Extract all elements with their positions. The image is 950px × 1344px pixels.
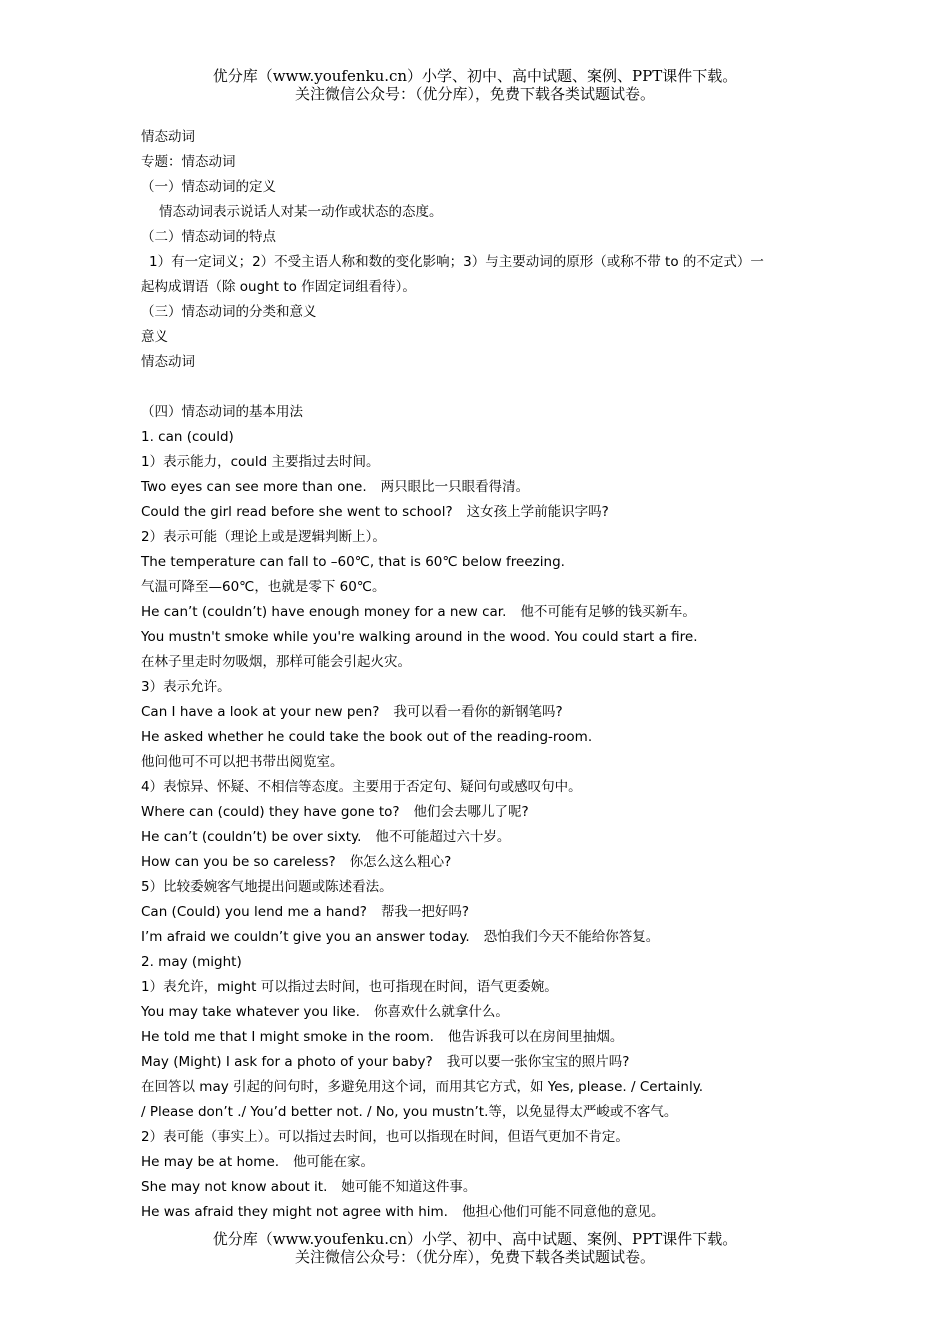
section-1-heading: （一）情态动词的定义 bbox=[141, 179, 276, 195]
example-en: How can you be so careless? bbox=[141, 854, 336, 870]
example-en: Two eyes can see more than one. bbox=[141, 479, 367, 495]
example-line bbox=[141, 925, 821, 950]
document-body bbox=[141, 125, 821, 1225]
example-en: Can I have a look at your new pen? bbox=[141, 704, 380, 720]
footer-line-2: 关注微信公众号：（优分库），免费下载各类试题试卷。 bbox=[294, 1248, 655, 1266]
example-zh: 这女孩上学前能识字吗? bbox=[466, 504, 609, 520]
example-line bbox=[141, 1175, 821, 1200]
example-en: He may be at home. bbox=[141, 1154, 280, 1170]
example-zh: 你喜欢什么就拿什么。 bbox=[373, 1004, 509, 1020]
section-2-text-1: 1）有一定词义；2）不受主语人称和数的变化影响；3）与主要动词的原形（或称不带 to 的不定式）一 bbox=[149, 254, 764, 270]
example-en: You mustn't smoke while you're walking around in the wood. You could start a fire. bbox=[141, 629, 698, 645]
section-2-text-2: 起构成谓语（除 ought to 作固定词组看待）。 bbox=[141, 279, 416, 295]
doc-title: 情态动词 bbox=[141, 129, 195, 145]
may-point-1: 1）表允许，might 可以指过去时间，也可指现在时间，语气更委婉。 bbox=[141, 979, 558, 995]
example-zh: 在林子里走时勿吸烟，那样可能会引起火灾。 bbox=[141, 654, 411, 670]
may-heading: 2. may (might) bbox=[141, 954, 242, 970]
example-zh: 他担心他们可能不同意他的意见。 bbox=[461, 1204, 665, 1220]
example-line bbox=[141, 800, 821, 825]
example-zh: 你怎么这么粗心? bbox=[349, 854, 452, 870]
example-en: May (Might) I ask for a photo of your baby? bbox=[141, 1054, 433, 1070]
can-point-4: 4）表惊异、怀疑、不相信等态度。主要用于否定句、疑问句或感叹句中。 bbox=[141, 779, 582, 795]
example-zh: 帮我一把好吗? bbox=[380, 904, 470, 920]
can-point-5: 5）比较委婉客气地提出问题或陈述看法。 bbox=[141, 879, 393, 895]
example-en: He told me that I might smoke in the room. bbox=[141, 1029, 434, 1045]
can-point-3: 3）表示允许。 bbox=[141, 679, 231, 695]
example-zh: 她可能不知道这件事。 bbox=[341, 1179, 477, 1195]
header-line-2: 关注微信公众号：（优分库），免费下载各类试题试卷。 bbox=[294, 85, 655, 103]
example-zh: 他不可能超过六十岁。 bbox=[375, 829, 511, 845]
example-zh: 我可以看一看你的新钢笔吗? bbox=[393, 704, 563, 720]
example-line bbox=[141, 600, 821, 625]
header-line-1: 优分库（www.youfenku.cn）小学、初中、高中试题、案例、PPT课件下载。 bbox=[212, 67, 738, 85]
example-en: She may not know about it. bbox=[141, 1179, 328, 1195]
example-line bbox=[141, 1050, 821, 1075]
page-header bbox=[0, 67, 950, 103]
section-3-heading: （三）情态动词的分类和意义 bbox=[141, 304, 317, 320]
example-line bbox=[141, 1025, 821, 1050]
example-line bbox=[141, 475, 821, 500]
may-note-1: 在回答以 may 引起的问句时，多避免用这个词，而用其它方式，如 Yes, please. / Certainly. bbox=[141, 1079, 704, 1095]
may-note-2: / Please don’t ./ You’d better not. / No, you mustn’t.等，以免显得太严峻或不客气。 bbox=[141, 1104, 678, 1120]
example-zh: 气温可降至—60℃，也就是零下 60℃。 bbox=[141, 579, 386, 595]
example-en: He can’t (couldn’t) have enough money for a new car. bbox=[141, 604, 507, 620]
example-line bbox=[141, 1150, 821, 1175]
topic-line: 专题：情态动词 bbox=[141, 154, 236, 170]
example-en: He was afraid they might not agree with him. bbox=[141, 1204, 448, 1220]
can-point-2: 2）表示可能（理论上或是逻辑判断上）。 bbox=[141, 529, 386, 545]
example-en: He asked whether he could take the book out of the reading-room. bbox=[141, 729, 593, 745]
example-line bbox=[141, 1000, 821, 1025]
example-en: Can (Could) you lend me a hand? bbox=[141, 904, 367, 920]
example-line bbox=[141, 500, 821, 525]
blank-line bbox=[141, 375, 821, 400]
footer-line-1: 优分库（www.youfenku.cn）小学、初中、高中试题、案例、PPT课件下载。 bbox=[212, 1230, 738, 1248]
section-2-heading: （二）情态动词的特点 bbox=[141, 229, 276, 245]
section-3-col-modal: 情态动词 bbox=[141, 354, 195, 370]
example-en: The temperature can fall to –60℃, that is 60℃ below freezing. bbox=[141, 554, 565, 570]
example-en: He can’t (couldn’t) be over sixty. bbox=[141, 829, 362, 845]
may-point-2: 2）表可能（事实上）。可以指过去时间，也可以指现在时间，但语气更加不肯定。 bbox=[141, 1129, 629, 1145]
can-heading: 1. can (could) bbox=[141, 429, 234, 445]
section-1-text: 情态动词表示说话人对某一动作或状态的态度。 bbox=[159, 204, 443, 220]
example-zh: 他问他可不可以把书带出阅览室。 bbox=[141, 754, 344, 770]
example-zh: 两只眼比一只眼看得清。 bbox=[380, 479, 530, 495]
example-zh: 他可能在家。 bbox=[293, 1154, 375, 1170]
can-point-1: 1）表示能力，could 主要指过去时间。 bbox=[141, 454, 380, 470]
example-line bbox=[141, 900, 821, 925]
example-en: Could the girl read before she went to school? bbox=[141, 504, 453, 520]
section-4-heading: （四）情态动词的基本用法 bbox=[141, 404, 303, 420]
example-line bbox=[141, 1200, 821, 1225]
example-line bbox=[141, 850, 821, 875]
page-footer bbox=[0, 1230, 950, 1266]
example-zh: 恐怕我们今天不能给你答复。 bbox=[483, 929, 660, 945]
example-zh: 他告诉我可以在房间里抽烟。 bbox=[447, 1029, 624, 1045]
example-en: I’m afraid we couldn’t give you an answer today. bbox=[141, 929, 470, 945]
example-zh: 他们会去哪儿了呢? bbox=[413, 804, 529, 820]
section-3-col-meaning: 意义 bbox=[141, 329, 168, 345]
example-zh: 他不可能有足够的钱买新车。 bbox=[520, 604, 696, 620]
example-en: Where can (could) they have gone to? bbox=[141, 804, 400, 820]
example-line bbox=[141, 825, 821, 850]
example-zh: 我可以要一张你宝宝的照片吗? bbox=[446, 1054, 630, 1070]
example-line bbox=[141, 700, 821, 725]
example-en: You may take whatever you like. bbox=[141, 1004, 360, 1020]
